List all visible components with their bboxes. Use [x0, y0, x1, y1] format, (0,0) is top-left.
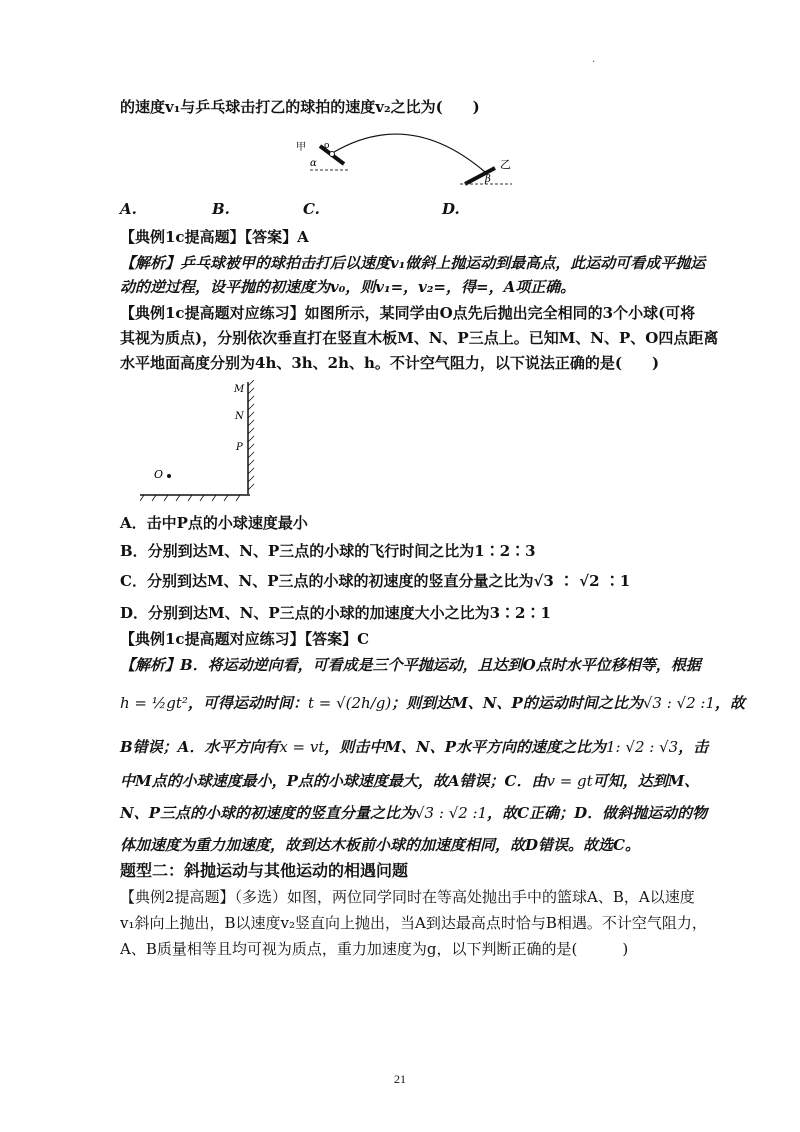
option-a: A.: [120, 200, 137, 218]
formula-v: v = gt: [546, 772, 593, 790]
practice-analysis-2: [120, 692, 745, 714]
ex1c-analysis-2: 动的逆过程，设平抛的初速度为v₀，则v₁=，v₂=，得=，A项正确。: [120, 278, 576, 296]
choice-a: A．击中P点的小球速度最小: [120, 514, 308, 532]
ratio-time: √3 : √2 :1: [642, 694, 716, 712]
practice-analysis-4: [120, 770, 699, 792]
board-hatching: [248, 380, 254, 490]
ex1c-practice-1: 【典例1c提高题对应练习】如图所示，某同学由O点先后抛出完全相同的3个小球(可将: [120, 304, 696, 322]
section2-title: 题型二：斜抛运动与其他运动的相遇问题: [120, 861, 409, 880]
label-p: P: [236, 442, 243, 453]
choice-d: D．分别到达M、N、P三点的小球的加速度大小之比为3∶2∶1: [120, 604, 551, 622]
label-o: O: [154, 468, 164, 481]
page-number: 21: [394, 1072, 406, 1086]
ex2-line-3: A、B质量相等且均可视为质点，重力加速度为g，以下判断正确的是( ): [120, 940, 629, 958]
formula-x: x = vt: [279, 738, 325, 756]
label-alpha: α: [310, 158, 317, 169]
label-jia: 甲: [296, 142, 306, 153]
ratio-vertical: √3 : √2 :1: [415, 804, 488, 822]
text-2d: ；则到达M、N、P的运动时间之比为: [391, 694, 643, 712]
formula-h: h = ½gt²: [120, 694, 188, 712]
question1-tail: 的速度v₁与乒乓球击打乙的球拍的速度v₂之比为( ): [120, 98, 480, 116]
text-5a: N、P三点的小球的初速度的竖直分量之比为: [120, 804, 415, 822]
ex2-line-1: 【典例2提高题】（多选）如图，两位同学同时在等高处抛出手中的篮球A、B，A以速度: [120, 888, 695, 906]
ex2-line-2: v₁斜向上抛出，B以速度v₂竖直向上抛出，当A到达最高点时恰与B相遇。不计空气阻力，: [120, 914, 707, 932]
text-3c: ，则击中M、N、P水平方向的速度之比为: [324, 738, 607, 756]
text-4c: 可知，达到M、: [592, 772, 700, 790]
practice-analysis-5: [120, 802, 707, 824]
ex1c-analysis-1: 【解析】乒乓球被甲的球拍击打后以速度v₁做斜上抛运动到最高点，此运动可看成平抛运: [120, 254, 706, 272]
option-d: D.: [442, 200, 460, 218]
ex1c-practice-2: 其视为质点)，分别依次垂直打在竖直木板M、N、P三点上。已知M、N、P、O四点距离: [120, 329, 719, 347]
point-o: [167, 474, 171, 478]
option-c: C.: [303, 200, 320, 218]
ex1c-answer: 【典例1c提高题】【答案】A: [120, 228, 309, 246]
text-2b: ，可得运动时间：: [187, 694, 308, 712]
practice-analysis-1: 【解析】B．将运动逆向看，可看成是三个平抛运动，且达到O点时水平位移相等，根据: [120, 656, 701, 674]
text-3a: B错误；A．水平方向有: [120, 738, 280, 756]
text-5c: ，故C正确；D．做斜抛运动的物: [487, 804, 708, 822]
corner-dot: .: [592, 54, 596, 65]
ball-start: [330, 152, 335, 157]
figure-board: [140, 380, 280, 504]
figure-pingpong: [280, 128, 540, 192]
text-4a: 中M点的小球速度最小，P点的小球速度最大，故A错误；C．由: [120, 772, 547, 790]
trajectory-arc: [334, 134, 485, 172]
practice-answer: 【典例1c提高题对应练习】【答案】C: [120, 630, 370, 648]
label-beta: β: [485, 174, 491, 185]
label-yi: 乙: [500, 158, 511, 171]
practice-analysis-6: 体加速度为重力加速度，故到达木板前小球的加速度相同，故D错误。故选C。: [120, 836, 640, 854]
option-b: B.: [212, 200, 230, 218]
formula-t: t = √(2h/g): [307, 694, 392, 712]
label-n: N: [235, 411, 244, 422]
ratio-velocity: 1: √2 : √3: [606, 738, 679, 756]
ex1c-practice-3: 水平地面高度分别为4h、3h、2h、h。不计空气阻力，以下说法正确的是( ): [120, 354, 660, 372]
label-m: M: [234, 384, 245, 395]
choice-b: B．分别到达M、N、P三点的小球的飞行时间之比为1∶2∶3: [120, 542, 536, 560]
label-o: o: [324, 141, 330, 151]
text-2f: ，故: [715, 694, 746, 712]
ground-hatching: [140, 495, 240, 501]
choice-c: C．分别到达M、N、P三点的小球的初速度的竖直分量之比为√3 ∶ √2 ∶1: [120, 572, 631, 590]
practice-analysis-3: [120, 736, 708, 758]
text-3e: ，击: [678, 738, 709, 756]
